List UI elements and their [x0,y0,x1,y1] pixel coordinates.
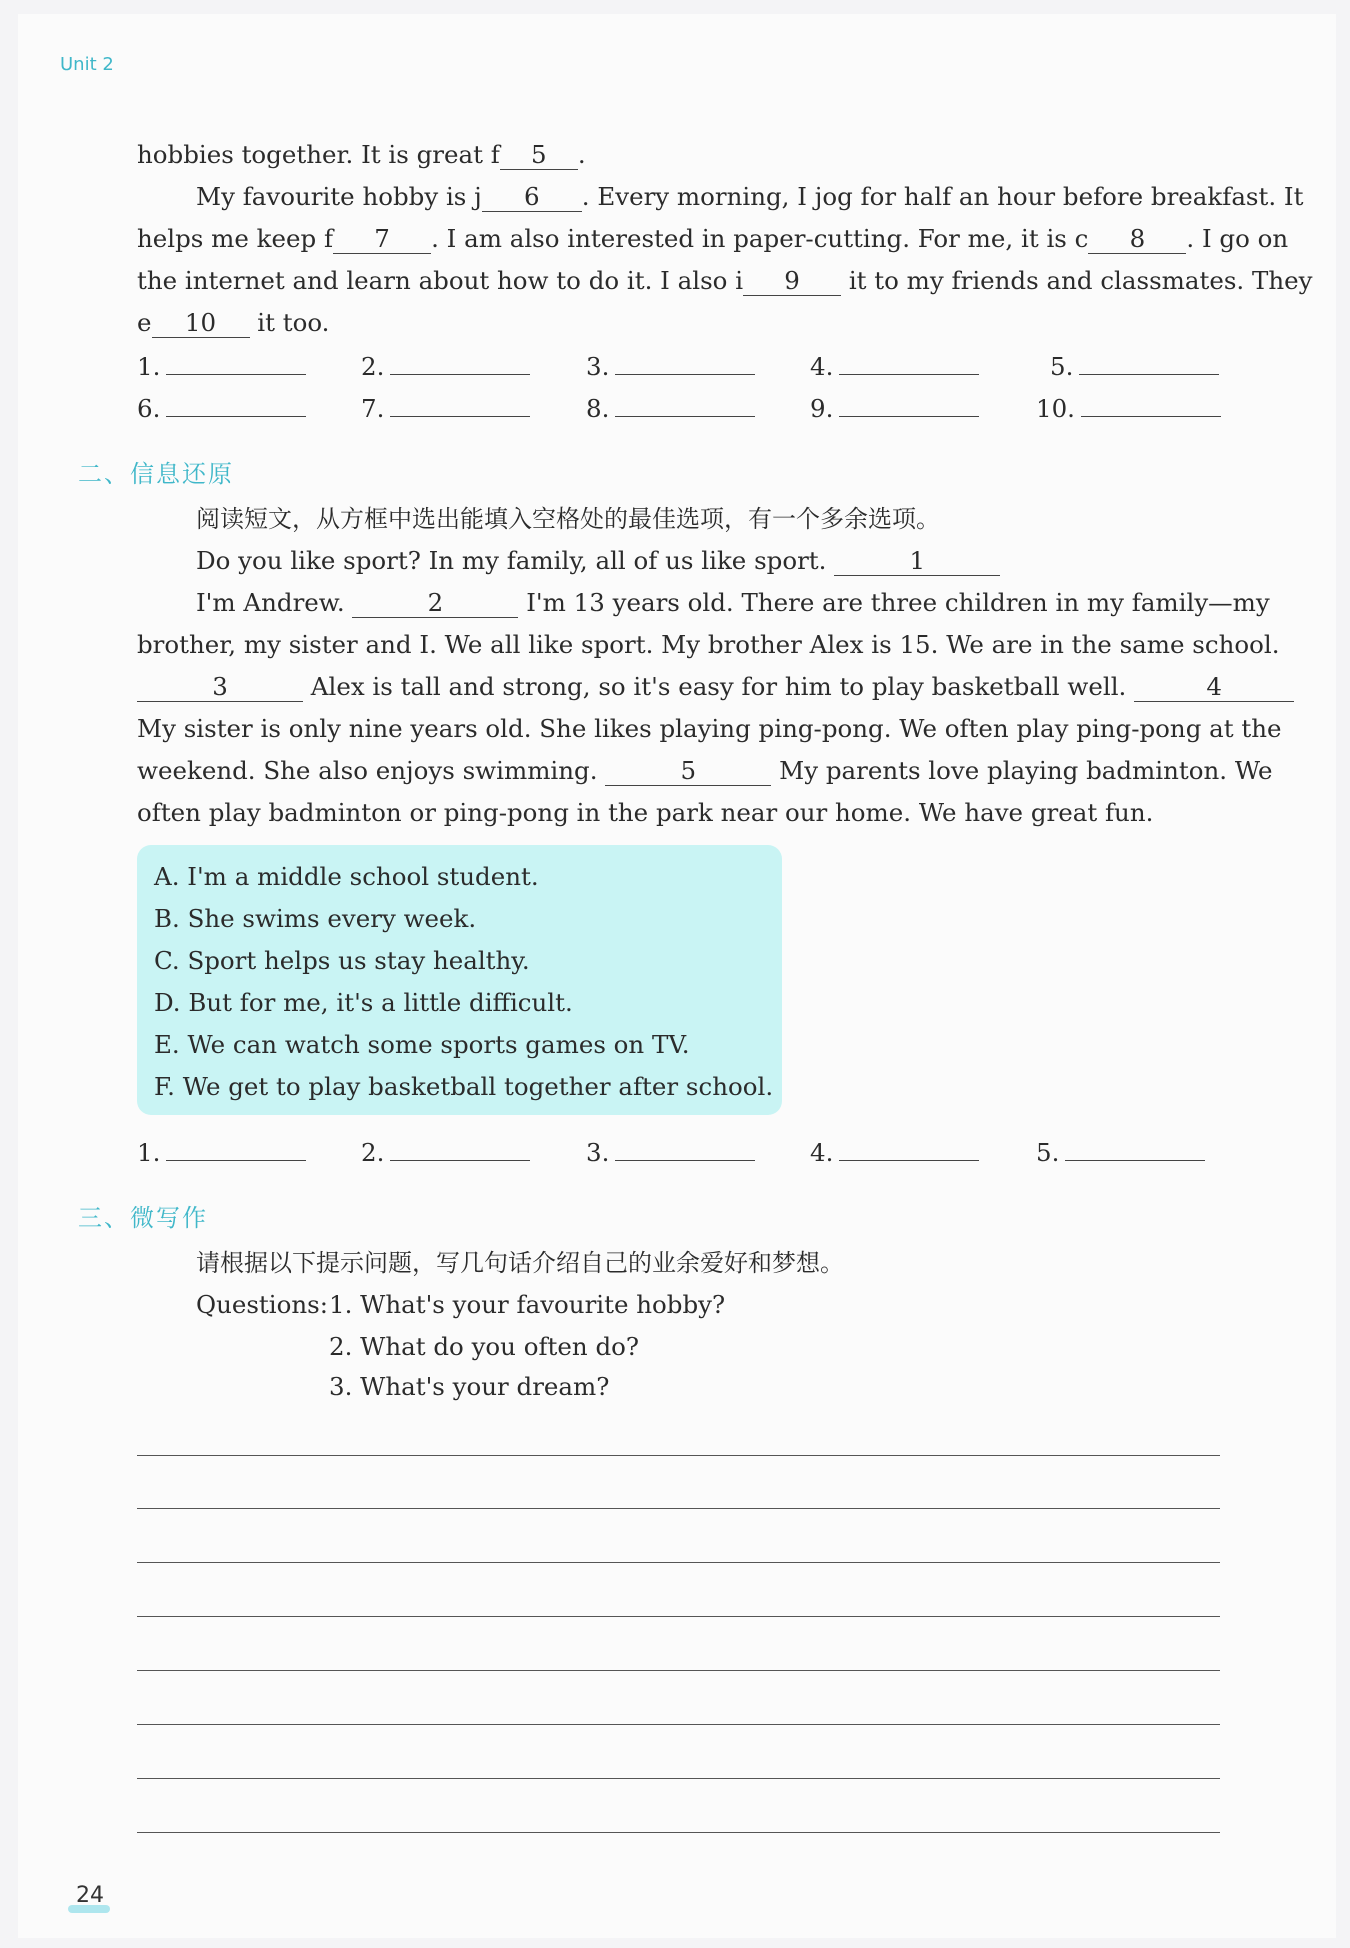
answer-line[interactable] [166,1134,306,1161]
text: it to my friends and classmates. They [848,266,1313,295]
option-f: F. We get to play basketball together after school. [154,1072,774,1101]
option-a: A. I'm a middle school student. [154,862,539,891]
s2-answer-4[interactable] [810,1132,979,1174]
text: My favourite hobby is j [196,182,482,211]
gap-3[interactable]: 3 [137,673,303,702]
answer-line[interactable] [1079,348,1219,375]
answer-line[interactable] [390,1134,530,1161]
text: . [577,140,586,169]
s2-answer-2[interactable] [361,1132,530,1174]
option-b: B. She swims every week. [154,904,477,933]
gap-2[interactable]: 2 [352,589,518,618]
questions-label: Questions: [196,1290,328,1319]
text: . I go on [1186,224,1289,253]
gap-4[interactable]: 4 [1134,673,1294,702]
answer-line[interactable] [839,390,979,417]
answer-label: 4. [810,352,834,381]
question-1: 1. What's your favourite hobby? [329,1290,726,1319]
answer-2[interactable] [361,346,530,388]
cloze-line-1 [137,134,586,176]
text: My parents love playing badminton. We [779,756,1273,785]
answer-line[interactable] [615,390,755,417]
blank-10[interactable]: 10 [152,309,250,338]
answer-label: 1. [137,352,161,381]
answer-line[interactable] [390,348,530,375]
answer-label: 8. [586,394,610,423]
text: . Every morning, I jog for half an hour before breakfast. It [581,182,1304,211]
answer-line[interactable] [839,348,979,375]
unit-header: Unit 2 [60,54,114,75]
section-2-title: 二、信息还原 [78,460,234,488]
writing-line[interactable] [137,1670,1220,1671]
passage-line-1 [196,540,1000,582]
blank-7[interactable]: 7 [333,225,431,254]
passage-line-6 [137,750,1273,792]
gap-5[interactable]: 5 [605,757,771,786]
answer-line[interactable] [390,390,530,417]
answer-9[interactable] [810,388,979,430]
answer-label: 7. [361,394,385,423]
answer-10[interactable] [1036,388,1221,430]
answer-6[interactable] [137,388,306,430]
text: . I am also interested in paper-cutting. For me, it is c [431,224,1089,253]
option-e: E. We can watch some sports games on TV. [154,1030,690,1059]
answer-line[interactable] [166,390,306,417]
passage-line-5: My sister is only nine years old. She likes playing ping-pong. We often play ping-pong at the [137,714,1282,743]
text: helps me keep f [137,224,334,253]
question-2: 2. What do you often do? [329,1332,640,1361]
writing-line[interactable] [137,1832,1220,1833]
writing-line[interactable] [137,1455,1220,1456]
answer-5[interactable] [1050,346,1219,388]
answer-8[interactable] [586,388,755,430]
answer-1[interactable] [137,346,306,388]
cloze-line-3 [137,218,1288,260]
option-d: D. But for me, it's a little difficult. [154,988,573,1017]
text: e [137,308,152,337]
passage-line-3: brother, my sister and I. We all like sport. My brother Alex is 15. We are in the same school. [137,630,1280,659]
passage-line-7: often play badminton or ping-pong in the park near our home. We have great fun. [137,798,1154,827]
section-3-title: 三、微写作 [78,1204,208,1232]
answer-label: 10. [1036,394,1075,423]
text: weekend. She also enjoys swimming. [137,756,598,785]
answer-label: 4. [810,1138,834,1167]
s2-answer-1[interactable] [137,1132,306,1174]
cloze-line-5 [137,302,329,344]
answer-label: 3. [586,352,610,381]
answer-line[interactable] [1065,1134,1205,1161]
answer-line[interactable] [839,1134,979,1161]
blank-6[interactable]: 6 [482,183,582,212]
s2-answer-5[interactable] [1036,1132,1205,1174]
text: Alex is tall and strong, so it's easy for him to play basketball well. [310,672,1127,701]
writing-line[interactable] [137,1724,1220,1725]
answer-label: 6. [137,394,161,423]
text: I'm Andrew. [196,588,345,617]
writing-line[interactable] [137,1778,1220,1779]
writing-line[interactable] [137,1508,1220,1509]
writing-line[interactable] [137,1562,1220,1563]
answer-label: 5. [1036,1138,1060,1167]
answer-3[interactable] [586,346,755,388]
answer-line[interactable] [1081,390,1221,417]
blank-9[interactable]: 9 [743,267,841,296]
option-c: C. Sport helps us stay healthy. [154,946,530,975]
text: hobbies together. It is great f [137,140,500,169]
blank-5[interactable]: 5 [500,141,578,170]
answer-label: 1. [137,1138,161,1167]
answer-label: 5. [1050,352,1074,381]
text: it too. [257,308,330,337]
answer-label: 2. [361,1138,385,1167]
cloze-line-2 [196,176,1303,218]
text: the internet and learn about how to do it. I also i [137,266,744,295]
writing-line[interactable] [137,1616,1220,1617]
answer-line[interactable] [615,1134,755,1161]
page-number: 24 [76,1883,104,1908]
answer-4[interactable] [810,346,979,388]
text: Do you like sport? In my family, all of us like sport. [196,546,827,575]
answer-line[interactable] [166,348,306,375]
section-2-instruction: 阅读短文，从方框中选出能填入空格处的最佳选项，有一个多余选项。 [196,505,940,533]
cloze-line-4 [137,260,1312,302]
answer-label: 2. [361,352,385,381]
answer-label: 3. [586,1138,610,1167]
s2-answer-3[interactable] [586,1132,755,1174]
passage-line-4 [137,666,1294,708]
text: I'm 13 years old. There are three children in my family—my [526,588,1270,617]
question-3: 3. What's your dream? [329,1372,610,1401]
blank-8[interactable]: 8 [1088,225,1186,254]
gap-1[interactable]: 1 [834,547,1000,576]
answer-line[interactable] [615,348,755,375]
section-3-instruction: 请根据以下提示问题，写几句话介绍自己的业余爱好和梦想。 [196,1249,844,1277]
answer-label: 9. [810,394,834,423]
passage-line-2 [196,582,1270,624]
answer-7[interactable] [361,388,530,430]
